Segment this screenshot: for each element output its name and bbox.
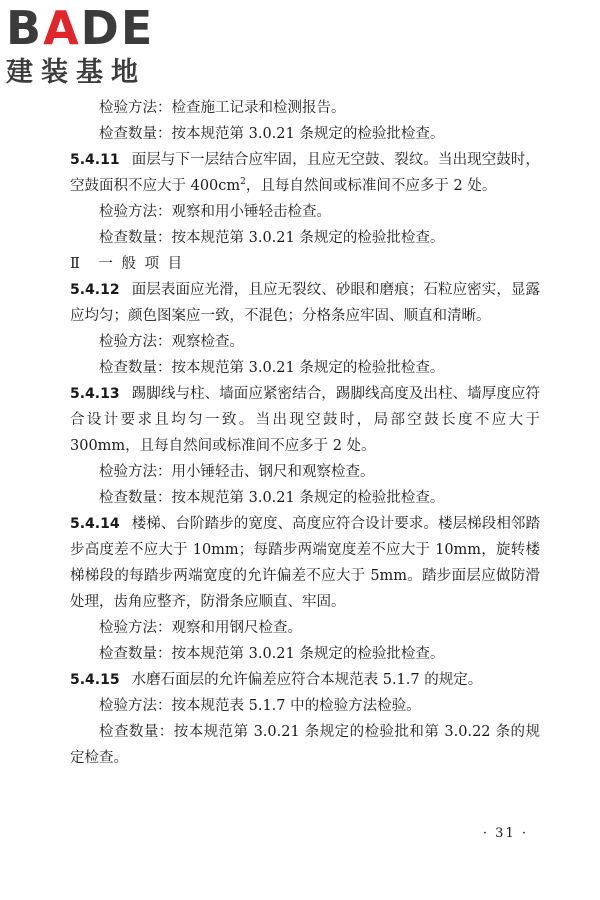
inspection-method: 检验方法：观察和用小锤轻击检查。 [99,204,331,220]
clause-number: 5.4.14 [70,516,120,532]
document-body [70,95,540,771]
logo-subtitle: 建装基地 [6,57,146,88]
inspection-method: 检验方法：观察和用钢尺检查。 [99,620,302,636]
inspection-method: 检验方法：按本规范表 5.1.7 中的检验方法检验。 [99,698,421,714]
inspection-method: 检验方法：观察检查。 [99,334,244,350]
clause-text: 踢脚线与柱、墙面应紧密结合，踢脚线高度及出柱、墙厚度应符合设计要求且均匀一致。当出现空鼓时，局部空鼓长度不应大于 300mm，且每自然间或标准间不应多于 2 处。 [70,386,540,454]
clause-5-4-11 [70,147,540,199]
inspection-quantity: 检查数量：按本规范第 3.0.21 条规定的检验批检查。 [99,126,445,142]
clause-text: 楼梯、台阶踏步的宽度、高度应符合设计要求。楼层梯段相邻踏步高度差不应大于 10mm；每踏步两端宽度差不应大于 10mm，旋转楼梯梯段的每踏步两端宽度的允许偏差不应大于 5mm。踏步面层应做防滑处理，齿角应整齐，防滑条应顺直、牢固。 [70,516,540,610]
clause-5-4-15 [70,667,540,693]
logo-letter-accent: A [43,1,81,55]
brand-logo [6,1,176,90]
clause-number: 5.4.12 [70,282,120,298]
logo-letters-pre: B [6,1,44,55]
clause-text: 水磨石面层的允许偏差应符合本规范表 5.1.7 的规定。 [131,672,483,688]
inspection-quantity: 检查数量：按本规范第 3.0.21 条规定的检验批检查。 [99,490,445,506]
inspection-quantity: 检查数量：按本规范第 3.0.21 条规定的检验批检查。 [99,230,445,246]
clause-5-4-13 [70,381,540,459]
clause-text: 面层表面应光滑，且应无裂纹、砂眼和磨痕；石粒应密实，显露应均匀；颜色图案应一致，不混色；分格条应牢固、顺直和清晰。 [70,282,540,324]
inspection-method: 检验方法：检查施工记录和检测报告。 [99,100,346,116]
inspection-method: 检验方法：用小锤轻击、钢尺和观察检查。 [99,464,375,480]
clause-number: 5.4.15 [70,672,120,688]
inspection-quantity: 检查数量：按本规范第 3.0.21 条规定的检验批和第 3.0.22 条的规定检查。 [70,724,540,766]
inspection-quantity: 检查数量：按本规范第 3.0.21 条规定的检验批检查。 [99,360,445,376]
clause-5-4-12 [70,277,540,329]
clause-number: 5.4.11 [70,152,120,168]
inspection-quantity: 检查数量：按本规范第 3.0.21 条规定的检验批检查。 [99,646,445,662]
page-number: · 31 · [482,826,528,841]
clause-5-4-14 [70,511,540,615]
logo-letters-post: DE [80,1,155,55]
clause-text: 面层与下一层结合应牢固，且应无空鼓、裂纹。当出现空鼓时，空鼓面积不应大于 400cm [70,152,540,194]
superscript: 2 [240,177,246,188]
logo-wordmark [6,1,176,55]
clause-text-cont: ，且每自然间或标准间不应多于 2 处。 [245,178,497,194]
section-heading: Ⅱ 一 般 项 目 [70,256,185,272]
clause-number: 5.4.13 [70,386,120,402]
